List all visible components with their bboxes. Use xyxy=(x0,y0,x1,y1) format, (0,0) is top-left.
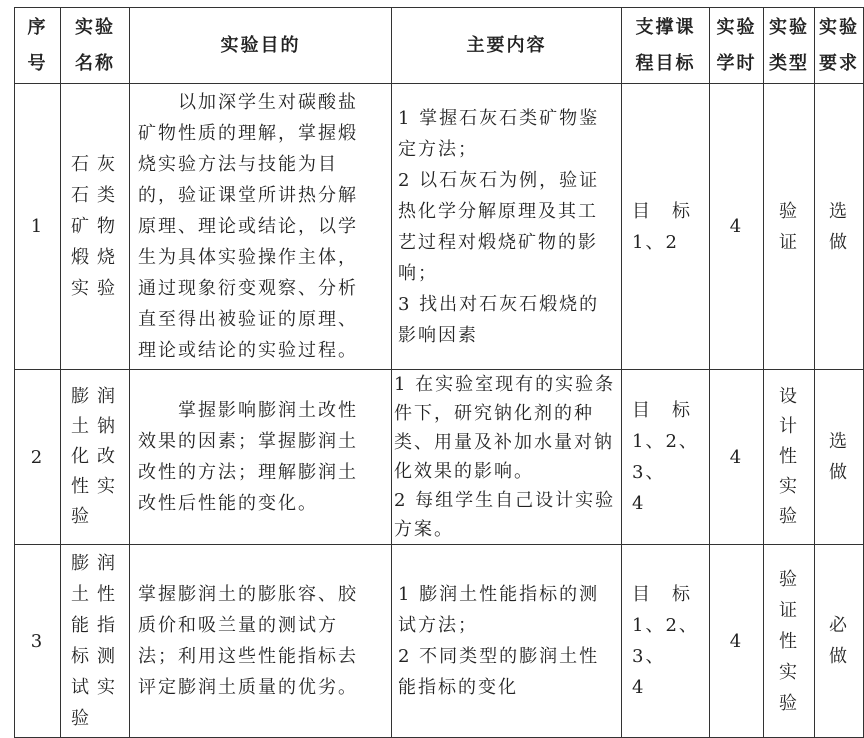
cell-goal: 目 标 1、2、3、 4 xyxy=(622,370,710,545)
cell-hours: 4 xyxy=(710,545,764,738)
cell-no: 1 xyxy=(15,84,61,370)
header-name: 实验 名称 xyxy=(61,8,130,84)
cell-requirement: 选 做 xyxy=(815,84,864,370)
cell-purpose: 掌握膨润土的膨胀容、胶 质价和吸兰量的测试方 法；利用这些性能指标去 评定膨润土质量的优劣。 xyxy=(130,545,392,738)
table-row xyxy=(15,84,864,370)
cell-requirement: 选 做 xyxy=(815,370,864,545)
cell-content: 1 掌握石灰石类矿物鉴 定方法； 2 以石灰石为例，验证 热化学分解原理及其工 艺过程对煅烧矿物的影 响； 3 找出对石灰石煅烧的 影响因素 xyxy=(392,84,622,370)
cell-hours: 4 xyxy=(710,370,764,545)
cell-requirement: 必 做 xyxy=(815,545,864,738)
header-requirement: 实验 要求 xyxy=(815,8,864,84)
experiment-table xyxy=(14,7,864,738)
cell-name: 膨润 土钠 化改 性实 验 xyxy=(61,370,130,545)
cell-type: 验 证 性 实 验 xyxy=(764,545,815,738)
cell-goal: 目 标 1、2 xyxy=(622,84,710,370)
header-type: 实验 类型 xyxy=(764,8,815,84)
header-no: 序 号 xyxy=(15,8,61,84)
header-purpose: 实验目的 xyxy=(130,8,392,84)
cell-purpose: 掌握影响膨润土改性 效果的因素；掌握膨润土 改性的方法；理解膨润土 改性后性能的变化。 xyxy=(130,370,392,545)
header-row xyxy=(15,8,864,84)
cell-goal: 目 标 1、2、3、 4 xyxy=(622,545,710,738)
cell-hours: 4 xyxy=(710,84,764,370)
cell-no: 3 xyxy=(15,545,61,738)
cell-name: 膨润 土性 能指 标测 试实 验 xyxy=(61,545,130,738)
header-hours: 实验 学时 xyxy=(710,8,764,84)
table-row xyxy=(15,545,864,738)
cell-type: 设 计 性 实 验 xyxy=(764,370,815,545)
cell-no: 2 xyxy=(15,370,61,545)
header-content: 主要内容 xyxy=(392,8,622,84)
cell-name: 石灰 石类 矿物 煅烧 实验 xyxy=(61,84,130,370)
table-row xyxy=(15,370,864,545)
cell-content: 1 膨润土性能指标的测 试方法； 2 不同类型的膨润土性 能指标的变化 xyxy=(392,545,622,738)
cell-content: 1 在实验室现有的实验条 件下，研究钠化剂的种 类、用量及补加水量对钠 化效果的影响。 2 每组学生自己设计实验 方案。 xyxy=(392,370,622,545)
cell-type: 验 证 xyxy=(764,84,815,370)
header-goal: 支撑课 程目标 xyxy=(622,8,710,84)
cell-purpose: 以加深学生对碳酸盐 矿物性质的理解，掌握煅 烧实验方法与技能为目 的，验证课堂所讲热分解 原理、理论或结论，以学 生为具体实验操作主体， 通过现象衍变观察、分析 直至得出被验证的原理、 理论或结论的实验过程。 xyxy=(130,84,392,370)
